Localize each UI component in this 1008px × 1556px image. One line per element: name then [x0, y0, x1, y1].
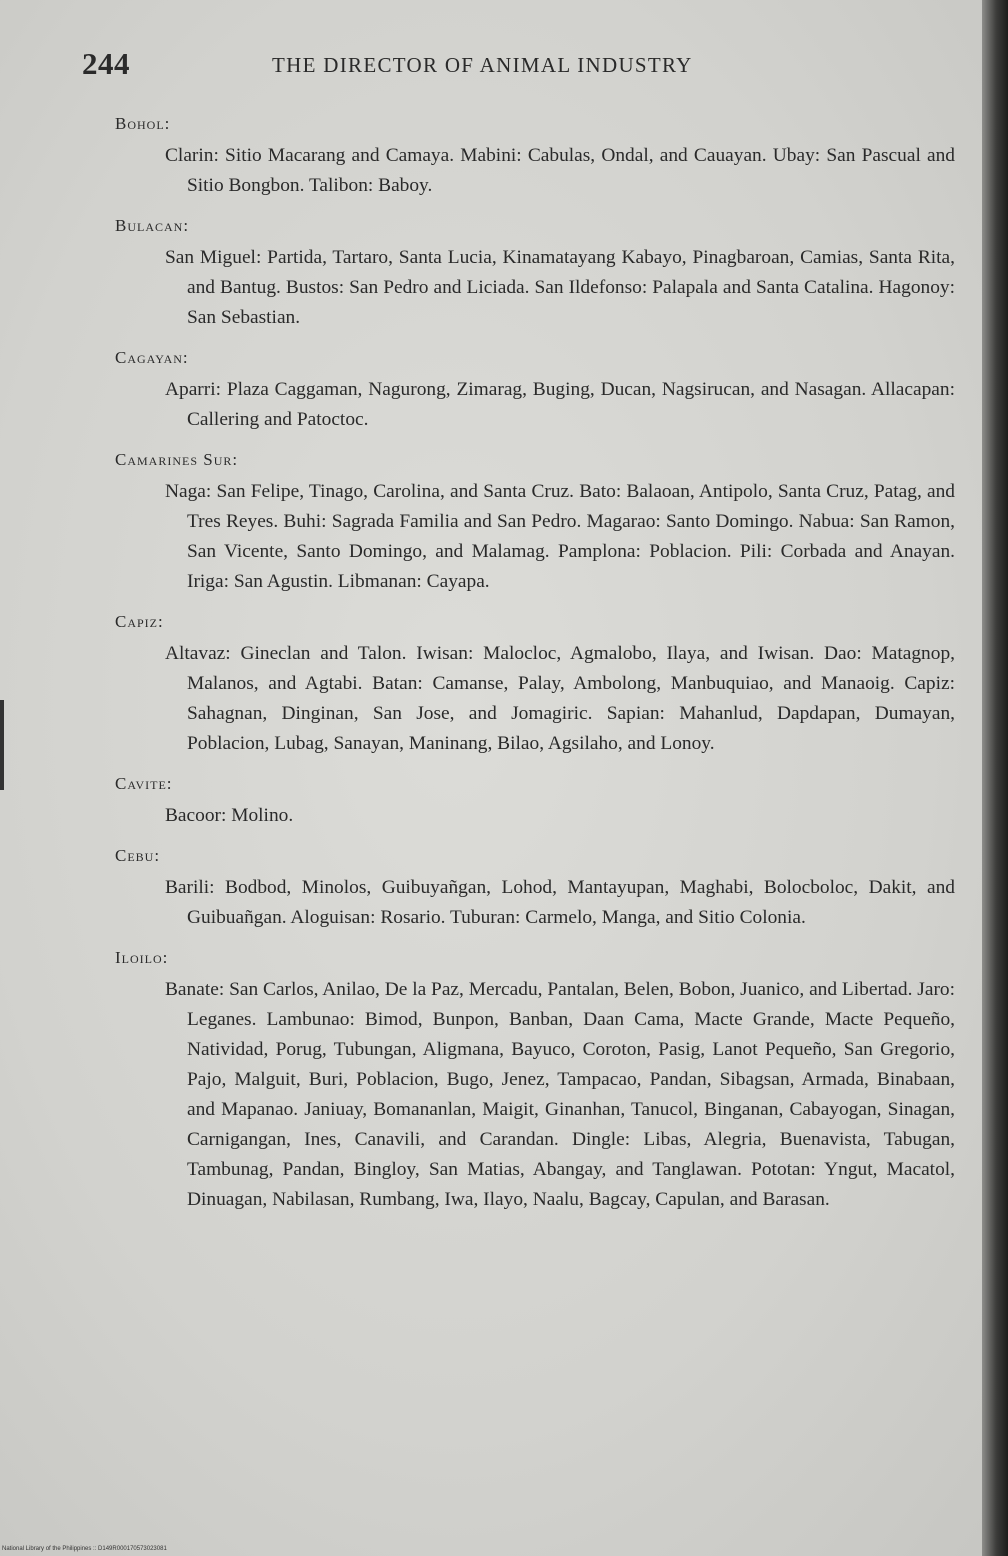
page-edge-shadow [0, 700, 4, 790]
section-camarines-sur [115, 448, 955, 597]
page-header [82, 46, 962, 86]
page-body [115, 112, 955, 1228]
section-capiz [115, 610, 955, 759]
library-footer-text: National Library of the Philippines :: D149R000170573023081 [2, 1546, 167, 1552]
province-entry: Aparri: Plaza Caggaman, Nagurong, Zimarag, Buging, Ducan, Nagsirucan, and Nasagan. Allacapan: Callering and Patoctoc. [165, 379, 955, 430]
section-cebu [115, 844, 955, 933]
province-heading: Cavite: [115, 774, 173, 793]
section-iloilo [115, 946, 955, 1215]
province-entry: San Miguel: Partida, Tartaro, Santa Lucia, Kinamatayang Kabayo, Pinagbaroan, Camias, Santa Rita, and Bantug. Bustos: San Pedro and Liciada. San Ildefonso: Palapala and Santa Catalina. Hagonoy: San Sebastian. [165, 247, 955, 328]
section-cagayan [115, 346, 955, 435]
province-heading: Iloilo: [115, 948, 169, 967]
province-entry: Barili: Bodbod, Minolos, Guibuyañgan, Lohod, Mantayupan, Maghabi, Bolocboloc, Dakit, and Guibuañgan. Aloguisan: Rosario. Tuburan: Carmelo, Manga, and Sitio Colonia. [165, 877, 955, 928]
section-bulacan [115, 214, 955, 333]
province-entry: Naga: San Felipe, Tinago, Carolina, and Santa Cruz. Bato: Balaoan, Antipolo, Santa Cruz, Patag, and Tres Reyes. Buhi: Sagrada Familia and San Pedro. Magarao: Santo Domingo. Nabua: San Ramon, San Vicente, Santo Domingo, and Malamag. Pamplona: Poblacion. Pili: Corbada and Anayan. Iriga: San Agustin. Libmanan: Cayapa. [165, 481, 955, 592]
section-cavite [115, 772, 955, 831]
section-bohol [115, 112, 955, 201]
province-heading: Camarines Sur: [115, 450, 239, 469]
province-entry: Altavaz: Gineclan and Talon. Iwisan: Malocloc, Agmalobo, Ilaya, and Iwisan. Dao: Matagnop, Malanos, and Agtabi. Batan: Camanse, Palay, Ambolong, Manbuquiao, and Manaoig. Capiz: Sahagnan, Dinginan, San Jose, and Jomagiric. Sapian: Mahanlud, Dapdapan, Dumayan, Poblacion, Lubag, Sanayan, Maninang, Bilao, Agsilaho, and Lonoy. [165, 643, 955, 754]
book-spine-shadow [982, 0, 1008, 1556]
province-entry: Banate: San Carlos, Anilao, De la Paz, Mercadu, Pantalan, Belen, Bobon, Juanico, and Libertad. Jaro: Leganes. Lambunao: Bimod, Bunpon, Banban, Daan Cama, Macte Grande, Macte Pequeño, Natividad, Porug, Tubungan, Aligmana, Bayuco, Coroton, Pasig, Lanot Pequeño, San Gregorio, Pajo, Malguit, Buri, Poblacion, Bugo, Jenez, Tampacao, Pandan, Sibagsan, Armada, Binabaan, and Mapanao. Janiuay, Bomananlan, Maigit, Ginanhan, Tanucol, Binganan, Cabayogan, Sinagan, Carnigangan, Ines, Canavili, and Carandan. Dingle: Libas, Alegria, Buenavista, Tabugan, Tambunag, Pandan, Bingloy, San Matias, Abangay, and Tanglawan. Pototan: Yngut, Macatol, Dinuagan, Nabilasan, Rumbang, Iwa, Ilayo, Naalu, Bagcay, Capulan, and Barasan. [165, 979, 955, 1210]
province-heading: Bulacan: [115, 216, 190, 235]
province-heading: Cebu: [115, 846, 161, 865]
running-title: THE DIRECTOR OF ANIMAL INDUSTRY [272, 53, 693, 77]
province-entry: Bacoor: Molino. [165, 805, 294, 826]
page-number: 244 [82, 46, 130, 81]
province-heading: Bohol: [115, 114, 171, 133]
province-entry: Clarin: Sitio Macarang and Camaya. Mabini: Cabulas, Ondal, and Cauayan. Ubay: San Pascual and Sitio Bongbon. Talibon: Baboy. [165, 145, 955, 196]
province-heading: Capiz: [115, 612, 164, 631]
province-heading: Cagayan: [115, 348, 189, 367]
